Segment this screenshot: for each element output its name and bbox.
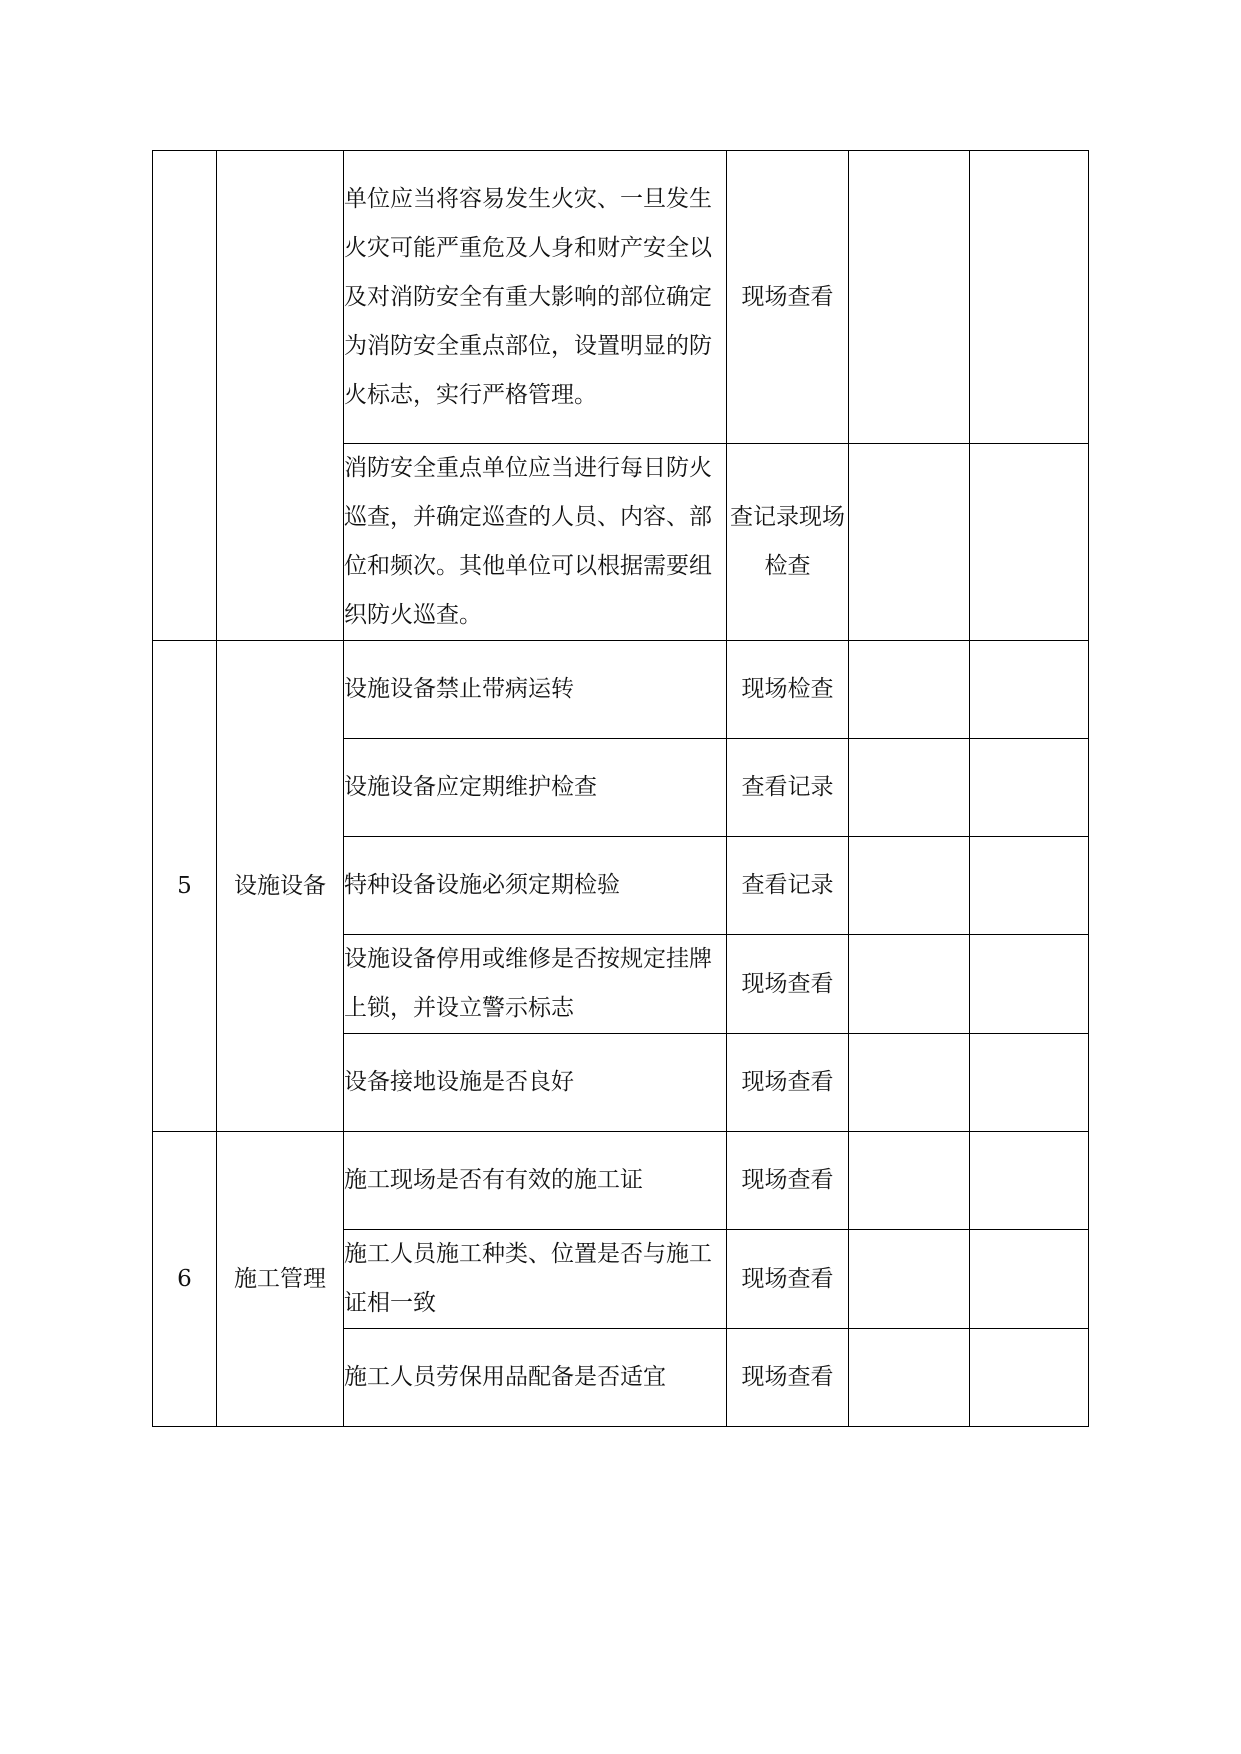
inspection-checklist-table	[152, 150, 1089, 1427]
section-item: 设施设备	[217, 641, 344, 1132]
check-content: 特种设备设施必须定期检验	[344, 837, 727, 935]
item-cell-empty	[217, 151, 344, 641]
result-cell	[849, 641, 970, 739]
section-number: 6	[153, 1132, 217, 1427]
number-cell-empty	[153, 151, 217, 641]
remark-cell	[970, 1329, 1089, 1427]
result-cell	[849, 935, 970, 1034]
result-cell	[849, 739, 970, 837]
check-content: 设备接地设施是否良好	[344, 1034, 727, 1132]
check-content: 设施设备禁止带病运转	[344, 641, 727, 739]
check-method: 现场查看	[727, 1329, 849, 1427]
remark-cell	[970, 641, 1089, 739]
check-method: 现场查看	[727, 1230, 849, 1329]
remark-cell	[970, 739, 1089, 837]
check-content: 设施设备应定期维护检查	[344, 739, 727, 837]
check-method: 查记录现场检查	[727, 444, 849, 641]
section-number: 5	[153, 641, 217, 1132]
remark-cell	[970, 837, 1089, 935]
remark-cell	[970, 1034, 1089, 1132]
check-content: 消防安全重点单位应当进行每日防火巡查，并确定巡查的人员、内容、部位和频次。其他单位可以根据需要组织防火巡查。	[344, 444, 727, 641]
section-item: 施工管理	[217, 1132, 344, 1427]
check-content: 单位应当将容易发生火灾、一旦发生火灾可能严重危及人身和财产安全以及对消防安全有重大影响的部位确定为消防安全重点部位，设置明显的防火标志，实行严格管理。	[344, 151, 727, 444]
result-cell	[849, 151, 970, 444]
check-content: 施工现场是否有有效的施工证	[344, 1132, 727, 1230]
check-content: 设施设备停用或维修是否按规定挂牌上锁，并设立警示标志	[344, 935, 727, 1034]
check-method: 查看记录	[727, 837, 849, 935]
table-row	[153, 1132, 1089, 1230]
check-method: 查看记录	[727, 739, 849, 837]
remark-cell	[970, 935, 1089, 1034]
result-cell	[849, 1230, 970, 1329]
check-method: 现场查看	[727, 1132, 849, 1230]
check-content: 施工人员劳保用品配备是否适宜	[344, 1329, 727, 1427]
check-method: 现场检查	[727, 641, 849, 739]
remark-cell	[970, 1230, 1089, 1329]
result-cell	[849, 1132, 970, 1230]
result-cell	[849, 444, 970, 641]
remark-cell	[970, 151, 1089, 444]
result-cell	[849, 837, 970, 935]
check-method: 现场查看	[727, 935, 849, 1034]
result-cell	[849, 1034, 970, 1132]
result-cell	[849, 1329, 970, 1427]
check-method: 现场查看	[727, 1034, 849, 1132]
check-method: 现场查看	[727, 151, 849, 444]
table-row	[153, 151, 1089, 444]
remark-cell	[970, 1132, 1089, 1230]
check-content: 施工人员施工种类、位置是否与施工证相一致	[344, 1230, 727, 1329]
remark-cell	[970, 444, 1089, 641]
table-row	[153, 641, 1089, 739]
